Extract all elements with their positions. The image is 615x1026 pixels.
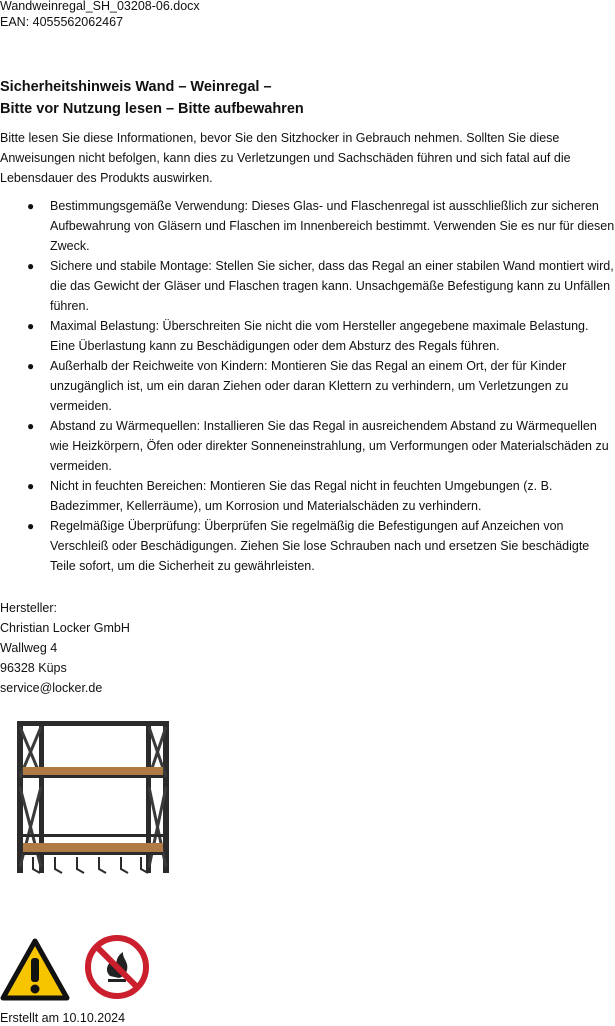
bullet-dot-icon: ● [27,199,35,213]
bullet-text: Sichere und stabile Montage: Stellen Sie sicher, dass das Regal an einer stabilen Wand montiert wird, die das Gewicht der Gläser und Flaschen tragen kann. Unsachgemäße Befestigung kann zu Unfällen führen. [50,259,614,313]
list-item [0,256,615,316]
list-item [0,516,615,576]
bullet-text: Maximal Belastung: Überschreiten Sie nicht die vom Hersteller angegebene maximale Belastung. Eine Überlastung kann zu Beschädigungen oder dem Absturz des Regals führen. [50,319,589,353]
list-item [0,316,615,356]
manufacturer-name: Christian Locker GmbH [0,621,130,635]
intro-paragraph: Bitte lesen Sie diese Informationen, bevor Sie den Sitzhocker in Gebrauch nehmen. Sollten Sie diese Anweisungen nicht befolgen, kann dies zu Verletzungen und Sachschäden führen und sich fatal auf die Lebensdauer des Produkts auswirken. [0,131,571,185]
creation-date: Erstellt am 10.10.2024 [0,1011,126,1025]
document-subtitle: Bitte vor Nutzung lesen – Bitte aufbewahren [0,101,304,117]
bullet-dot-icon: ● [27,319,35,333]
bullet-dot-icon: ● [27,259,35,273]
list-item [0,416,615,476]
manufacturer-city: 96328 Küps [0,661,67,675]
manufacturer-street: Wallweg 4 [0,641,58,655]
list-item [0,196,615,256]
manufacturer-block [0,598,130,698]
bullet-text: Bestimmungsgemäße Verwendung: Dieses Glas- und Flaschenregal ist ausschließlich zur sicheren Aufbewahrung von Gläsern und Flaschen im Innenbereich bestimmt. Verwenden Sie es nur für diesen Zweck. [50,199,615,253]
list-item [0,356,615,416]
warning-triangle-icon [0,938,70,1002]
bullet-dot-icon: ● [27,479,35,493]
bullet-text: Abstand zu Wärmequellen: Installieren Sie das Regal in ausreichendem Abstand zu Wärmequellen wie Heizkörpern, Öfen oder direkter Sonneneinstrahlung, um Verformungen oder Materialschäden zu vermeiden. [50,419,609,473]
bullet-dot-icon: ● [27,359,35,373]
manufacturer-email: service@locker.de [0,681,103,695]
document-title: Sicherheitshinweis Wand – Weinregal – [0,79,272,95]
safety-bullet-list [0,196,615,576]
bullet-dot-icon: ● [27,419,35,433]
product-image-wine-shelf [11,717,181,892]
document-filename: Wandweinregal_SH_03208-06.docx [0,0,200,13]
bullet-dot-icon: ● [27,519,35,533]
bullet-text: Außerhalb der Reichweite von Kindern: Montieren Sie das Regal an einem Ort, der für Kinder unzugänglich ist, um ein daran Ziehen oder daran Klettern zu verhindern, um Verletzungen zu vermeiden. [50,359,569,413]
no-open-flame-icon [84,934,150,1000]
bullet-text: Regelmäßige Überprüfung: Überprüfen Sie regelmäßig die Befestigungen auf Anzeichen von Verschleiß oder Beschädigungen. Ziehen Sie lose Schrauben nach und ersetzen Sie beschädigte Teile sofort, um die Sicherheit zu gewährleisten. [50,519,590,573]
bullet-text: Nicht in feuchten Bereichen: Montieren Sie das Regal nicht in feuchten Umgebungen (z. B. Badezimmer, Kellerräume), um Korrosion und Materialschäden zu verhindern. [50,479,553,513]
manufacturer-label: Hersteller: [0,601,57,615]
ean-code: EAN: 4055562062467 [0,15,124,29]
list-item [0,476,615,516]
